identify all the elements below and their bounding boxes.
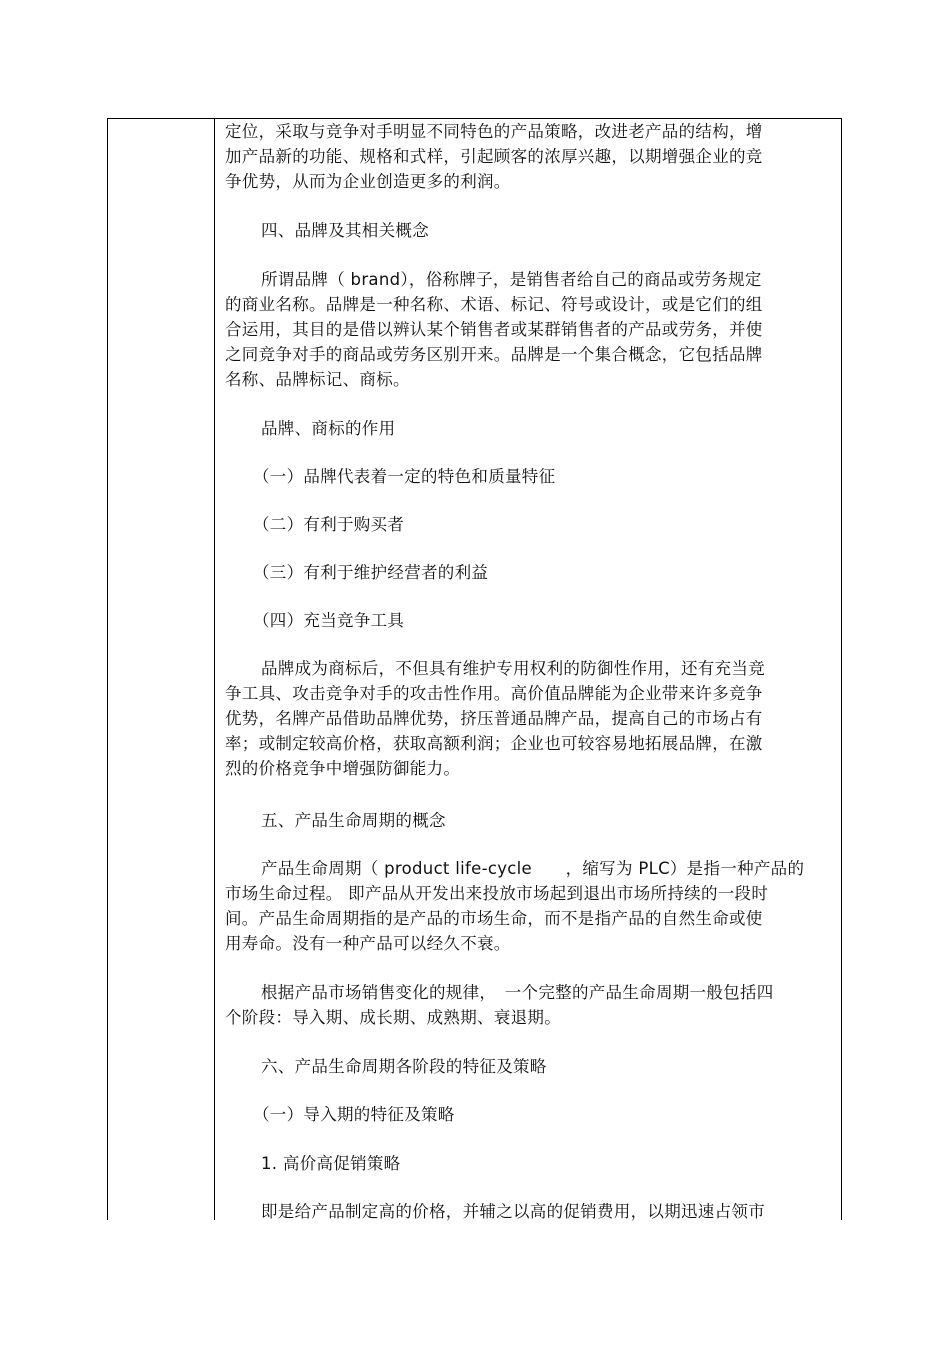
heading-plc-stage-strategies xyxy=(225,1054,861,1079)
text-line: 率；或制定较高价格，获取高额利润；企业也可较容易地拓展品牌，在激 xyxy=(225,734,763,753)
text-line: 所谓品牌（ brand），俗称牌子，是销售者给自己的商品或劳务规定 xyxy=(261,270,762,289)
paragraph-brand-definition xyxy=(225,267,825,392)
text-line: 争工具、攻击竞争对手的攻击性作用。高价值品牌能为企业带来许多竞争 xyxy=(225,684,763,703)
text-line: 争优势，从而为企业创造更多的利润。 xyxy=(225,172,511,191)
text-line: 的商业名称。品牌是一种名称、术语、标记、符号或设计，或是它们的组 xyxy=(225,295,763,314)
list-item-text: （四）充当竞争工具 xyxy=(253,611,405,630)
subheading-introduction-stage xyxy=(225,1102,853,1127)
text-line: 优势，名牌产品借助品牌优势，挤压普通品牌产品，提高自己的市场占有 xyxy=(225,709,763,728)
text-line: 之同竞争对手的商品或劳务区别开来。品牌是一个集合概念，它包括品牌 xyxy=(225,345,763,364)
text-line: 烈的价格竞争中增强防御能力。 xyxy=(225,759,461,778)
text-line: 用寿命。没有一种产品可以经久不衰。 xyxy=(225,934,511,953)
paragraph-plc-stages xyxy=(225,980,825,1030)
heading-text: 四、品牌及其相关概念 xyxy=(261,221,429,240)
text-line: 间。产品生命周期指的是产品的市场生命，而不是指产品的自然生命或使 xyxy=(225,909,763,928)
list-item-2 xyxy=(225,512,853,537)
list-item-3 xyxy=(225,560,853,585)
text-line: 个阶段：导入期、成长期、成熟期、衰退期。 xyxy=(225,1008,561,1027)
heading-text: 1. 高价高促销策略 xyxy=(261,1154,401,1173)
subheading-high-price-promotion xyxy=(225,1151,861,1176)
heading-plc-concept xyxy=(225,808,861,833)
heading-text: 品牌、商标的作用 xyxy=(261,419,396,438)
text-line: 定位，采取与竞争对手明显不同特色的产品策略，改进老产品的结构，增 xyxy=(225,122,763,141)
paragraph-high-price-strategy xyxy=(225,1199,825,1224)
heading-brand-concepts xyxy=(225,218,861,243)
list-item-text: （二）有利于购买者 xyxy=(253,515,405,534)
text-line: 即是给产品制定高的价格，并辅之以高的促销费用，以期迅速占领市 xyxy=(261,1202,765,1221)
list-item-1 xyxy=(225,464,853,489)
list-item-4 xyxy=(225,608,853,633)
text-line: 名称、品牌标记、商标。 xyxy=(225,370,410,389)
list-item-text: （一）品牌代表着一定的特色和质量特征 xyxy=(253,467,556,486)
text-line: 根据产品市场销售变化的规律， 一个完整的产品生命周期一般包括四 xyxy=(261,983,774,1002)
document-table xyxy=(107,118,842,1220)
paragraph-plc-definition xyxy=(225,856,825,956)
paragraph-positioning-continued xyxy=(225,119,825,194)
text-line: 产品生命周期（ product life-cycle ，缩写为 PLC）是指一种产品的 xyxy=(261,859,805,878)
paragraph-brand-trademark xyxy=(225,656,825,781)
heading-text: （一）导入期的特征及策略 xyxy=(253,1105,455,1124)
text-line: 市场生命过程。 即产品从开发出来投放市场起到退出市场所持续的一段时 xyxy=(225,884,769,903)
list-item-text: （三）有利于维护经营者的利益 xyxy=(253,563,489,582)
heading-brand-functions xyxy=(225,416,861,441)
heading-text: 五、产品生命周期的概念 xyxy=(261,811,446,830)
text-line: 加产品新的功能、规格和式样，引起顾客的浓厚兴趣，以期增强企业的竞 xyxy=(225,147,763,166)
heading-text: 六、产品生命周期各阶段的特征及策略 xyxy=(261,1057,547,1076)
text-line: 品牌成为商标后，不但具有维护专用权利的防御性作用，还有充当竞 xyxy=(261,659,765,678)
text-line: 合运用，其目的是借以辨认某个销售者或某群销售者的产品或劳务，并使 xyxy=(225,320,763,339)
table-left-column xyxy=(108,119,215,1220)
